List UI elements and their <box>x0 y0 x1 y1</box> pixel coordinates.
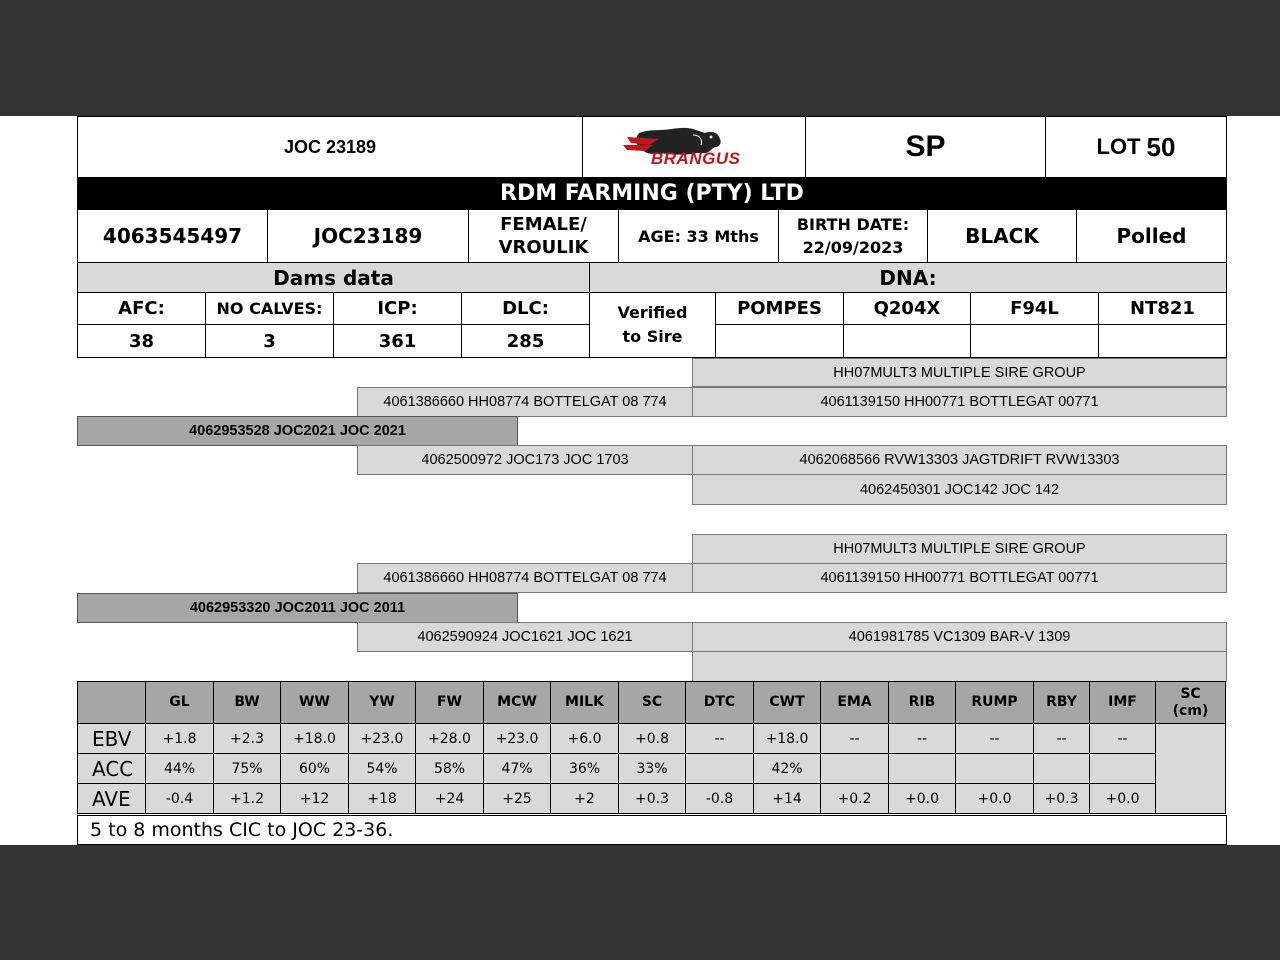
ebv-cell: +23.0 <box>484 724 551 754</box>
ave-cell: +24 <box>416 784 484 814</box>
dams-value-afc: 38 <box>77 324 206 358</box>
pedigree-sire-dam-sire: 4062068566 RVW13303 JAGTDRIFT RVW13303 <box>692 445 1227 475</box>
ebv-header-milk: MILK <box>551 682 619 724</box>
ebv-header-row <box>78 682 1226 724</box>
acc-cell <box>1034 754 1090 784</box>
acc-cell: 60% <box>281 754 349 784</box>
pedigree-dam-dam-sire: 4061981785 VC1309 BAR-V 1309 <box>692 622 1227 652</box>
ebv-header-gl: GL <box>146 682 214 724</box>
ave-cell: +0.0 <box>889 784 956 814</box>
dna-test-nt821: NT821 <box>1098 292 1227 325</box>
acc-cell <box>686 754 754 784</box>
ebv-header-dtc: DTC <box>686 682 754 724</box>
ebv-cell: +18.0 <box>754 724 821 754</box>
ebv-cell: -- <box>1090 724 1156 754</box>
pedigree-sire-sire-dam: 4061139150 HH00771 BOTTLEGAT 00771 <box>692 387 1227 417</box>
ebv-cell: -- <box>821 724 889 754</box>
tattoo: JOC23189 <box>267 209 469 263</box>
ebv-header-fw: FW <box>416 682 484 724</box>
ave-cell: +14 <box>754 784 821 814</box>
ave-cell: +0.0 <box>1090 784 1156 814</box>
sex <box>468 209 619 263</box>
lot-number: 50 <box>1146 131 1176 162</box>
ebv-sc-cm-cell <box>1156 724 1226 814</box>
sex-line-1: FEMALE/ <box>500 213 587 235</box>
ave-cell: +0.3 <box>619 784 686 814</box>
ebv-cell: +1.8 <box>146 724 214 754</box>
dna-result-pompes <box>715 324 844 358</box>
acc-cell <box>821 754 889 784</box>
dna-test-q204x: Q204X <box>843 292 971 325</box>
ebv-header-corner <box>78 682 146 724</box>
dams-label-dlc: DLC: <box>461 292 590 325</box>
ave-cell: +25 <box>484 784 551 814</box>
ave-cell: -0.8 <box>686 784 754 814</box>
owner-name: RDM FARMING (PTY) LTD <box>77 178 1227 209</box>
lot-note: 5 to 8 months CIC to JOC 23-36. <box>77 815 1227 845</box>
ebv-header-yw: YW <box>349 682 416 724</box>
ebv-cell: -- <box>686 724 754 754</box>
brangus-logo <box>582 116 806 178</box>
ebv-row-label: EBV <box>78 724 146 754</box>
ebv-header-rib: RIB <box>889 682 956 724</box>
dams-value-dlc: 285 <box>461 324 590 358</box>
pedigree-dam-sire: 4061386660 HH08774 BOTTELGAT 08 774 <box>357 563 693 593</box>
horn-status: Polled <box>1076 209 1227 263</box>
acc-cell <box>889 754 956 784</box>
ebv-header-mcw: MCW <box>484 682 551 724</box>
ave-row <box>78 784 1226 814</box>
birth-date <box>778 209 928 263</box>
dams-value-icp: 361 <box>333 324 462 358</box>
acc-cell: 42% <box>754 754 821 784</box>
dams-data-title: Dams data <box>77 262 590 293</box>
dams-label-icp: ICP: <box>333 292 462 325</box>
ebv-header-bw: BW <box>214 682 281 724</box>
pedigree-sire-sire: 4061386660 HH08774 BOTTELGAT 08 774 <box>357 387 693 417</box>
dna-result-nt821 <box>1098 324 1227 358</box>
ebv-cell: -- <box>956 724 1034 754</box>
ebv-cell: +28.0 <box>416 724 484 754</box>
animal-id: JOC 23189 <box>77 116 583 178</box>
acc-cell: 36% <box>551 754 619 784</box>
ebv-cell: +6.0 <box>551 724 619 754</box>
acc-row <box>78 754 1226 784</box>
dna-test-pompes: POMPES <box>715 292 844 325</box>
birth-date-value: 22/09/2023 <box>802 238 904 257</box>
lot-prefix: LOT <box>1096 134 1141 159</box>
logo-wordmark: BRANGUS <box>651 149 741 168</box>
age: AGE: 33 Mths <box>618 209 779 263</box>
dams-label-no-calves: NO CALVES: <box>205 292 334 325</box>
ave-cell: +0.2 <box>821 784 889 814</box>
dna-result-f94l <box>970 324 1099 358</box>
acc-cell <box>1090 754 1156 784</box>
ebv-cell: +0.8 <box>619 724 686 754</box>
acc-cell: 58% <box>416 754 484 784</box>
ebv-cell: -- <box>889 724 956 754</box>
dna-title: DNA: <box>589 262 1227 293</box>
pedigree-dam-dam-dam <box>692 651 1227 682</box>
acc-cell: 47% <box>484 754 551 784</box>
ebv-header-rby: RBY <box>1034 682 1090 724</box>
ebv-cell: -- <box>1034 724 1090 754</box>
acc-cell: 33% <box>619 754 686 784</box>
ebv-header-cwt: CWT <box>754 682 821 724</box>
lot-label <box>1045 116 1227 178</box>
dna-test-f94l: F94L <box>970 292 1099 325</box>
pedigree-dam-dam: 4062590924 JOC1621 JOC 1621 <box>357 622 693 652</box>
acc-cell: 75% <box>214 754 281 784</box>
brand-code: SP <box>805 116 1046 178</box>
dams-label-afc: AFC: <box>77 292 206 325</box>
ebv-cell: +18.0 <box>281 724 349 754</box>
dna-verified-to-sire: Verified to Sire <box>589 292 716 358</box>
ebv-table <box>77 681 1226 814</box>
pedigree-sire-dam: 4062500972 JOC173 JOC 1703 <box>357 445 693 475</box>
acc-cell <box>956 754 1034 784</box>
acc-cell: 54% <box>349 754 416 784</box>
pedigree-dam: 4062953320 JOC2011 JOC 2011 <box>77 593 518 623</box>
ave-cell: +2 <box>551 784 619 814</box>
ebv-header-sc: SC <box>619 682 686 724</box>
registration-number: 4063545497 <box>77 209 268 263</box>
pedigree-sire-sire-sire: HH07MULT3 MULTIPLE SIRE GROUP <box>692 358 1227 387</box>
ave-cell: -0.4 <box>146 784 214 814</box>
ebv-header-ww: WW <box>281 682 349 724</box>
birth-date-label: BIRTH DATE: <box>796 214 910 234</box>
acc-row-label: ACC <box>78 754 146 784</box>
pedigree-sire: 4062953528 JOC2021 JOC 2021 <box>77 416 518 446</box>
dams-value-no-calves: 3 <box>205 324 334 358</box>
pedigree-dam-sire-dam: 4061139150 HH00771 BOTTLEGAT 00771 <box>692 563 1227 593</box>
ebv-cell: +23.0 <box>349 724 416 754</box>
ave-cell: +0.0 <box>956 784 1034 814</box>
pedigree-dam-sire-sire: HH07MULT3 MULTIPLE SIRE GROUP <box>692 534 1227 564</box>
ebv-header-ema: EMA <box>821 682 889 724</box>
ave-cell: +0.3 <box>1034 784 1090 814</box>
ebv-header-rump: RUMP <box>956 682 1034 724</box>
acc-cell: 44% <box>146 754 214 784</box>
pedigree-sire-dam-dam: 4062450301 JOC142 JOC 142 <box>692 474 1227 505</box>
ebv-header-sc-cm: SC (cm) <box>1156 682 1226 724</box>
ebv-row <box>78 724 1226 754</box>
ave-row-label: AVE <box>78 784 146 814</box>
ave-cell: +18 <box>349 784 416 814</box>
dna-result-q204x <box>843 324 971 358</box>
ave-cell: +1.2 <box>214 784 281 814</box>
ebv-header-imf: IMF <box>1090 682 1156 724</box>
sex-line-2: VROULIK <box>498 237 589 258</box>
colour: BLACK <box>927 209 1077 263</box>
ave-cell: +12 <box>281 784 349 814</box>
ebv-cell: +2.3 <box>214 724 281 754</box>
